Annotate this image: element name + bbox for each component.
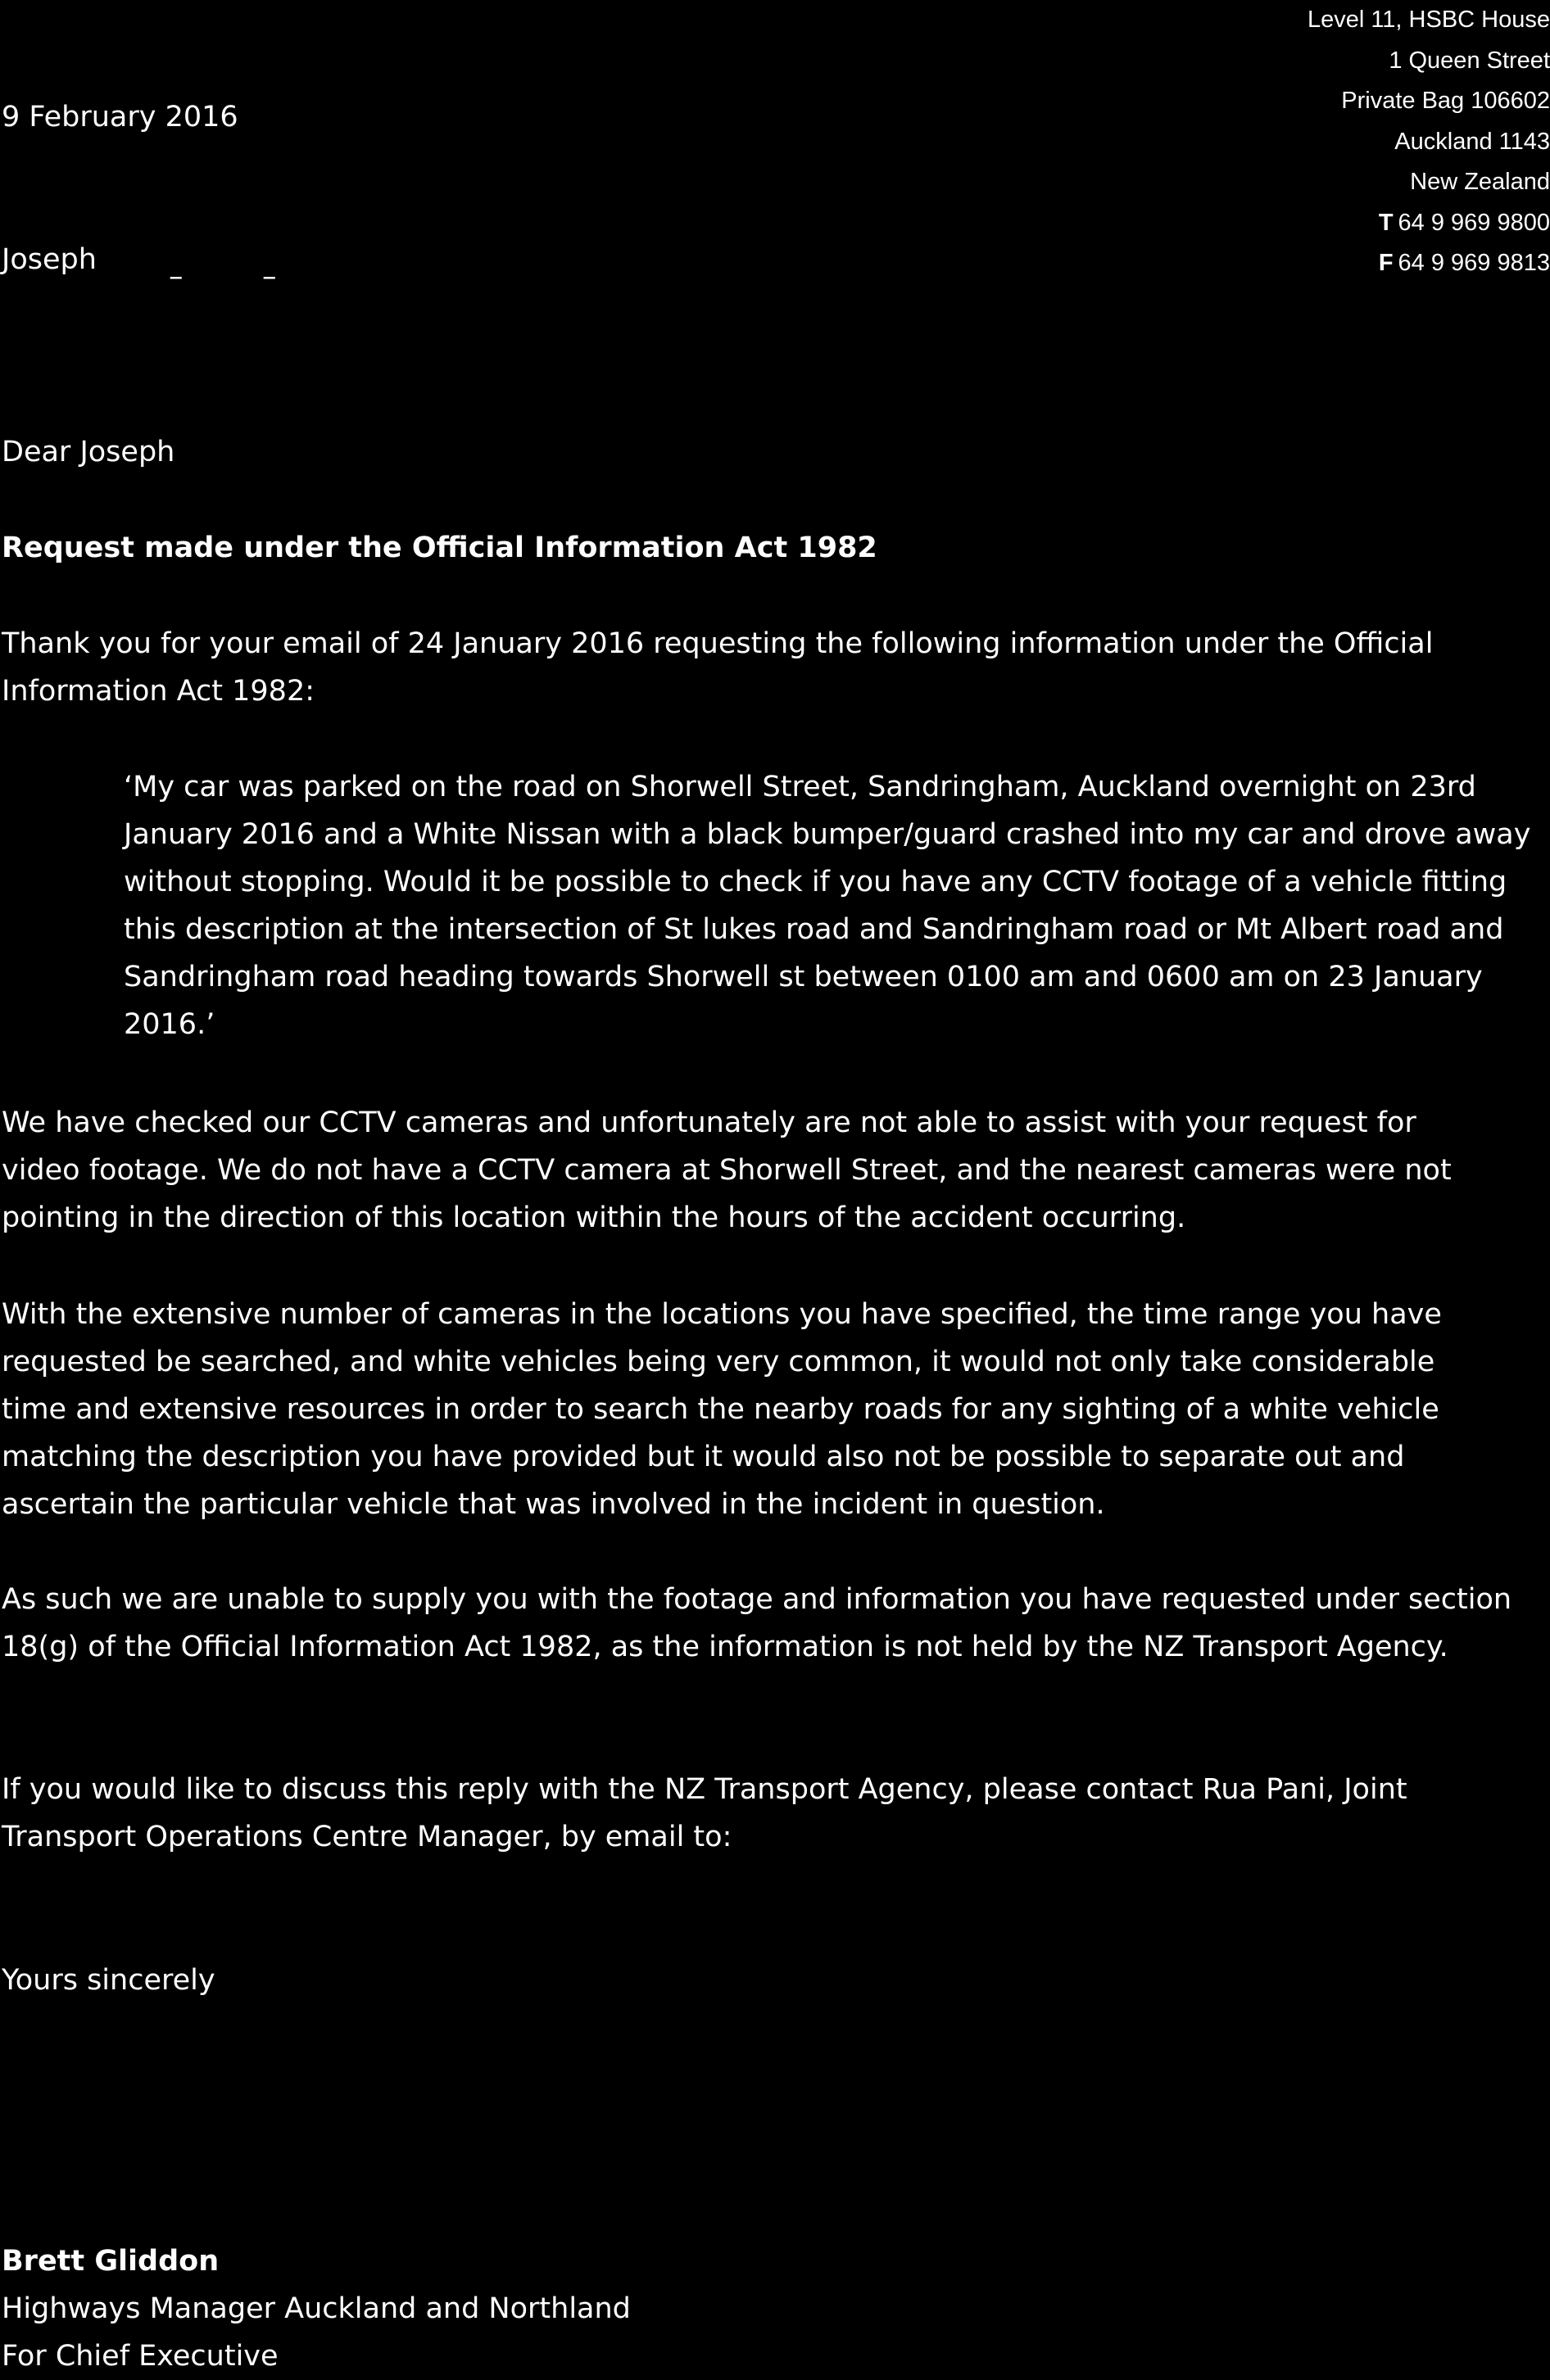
- fax-label: F: [1378, 250, 1394, 276]
- signatory-for: For Chief Executive: [2, 2340, 279, 2373]
- recipient-dash: –: [169, 260, 184, 293]
- signatory-name: Brett Gliddon: [2, 2245, 220, 2278]
- phone-label: T: [1378, 209, 1394, 236]
- recipient-dash: –: [262, 260, 277, 293]
- fax-line: [977, 243, 1550, 284]
- phone-number: 64 9 969 9800: [1398, 209, 1550, 236]
- unable-paragraph: As such we are unable to supply you with the footage and information you have requested under section 18(g) of the Official Information Act 1982, as the information is not held by the NZ Transport Agency.: [2, 1583, 1512, 1663]
- phone-line: [977, 203, 1550, 244]
- address-line: New Zealand: [1410, 169, 1550, 195]
- subject-heading: Request made under the Official Information Act 1982: [2, 532, 877, 564]
- address-line: Private Bag 106602: [1341, 88, 1550, 114]
- letter-date: 9 February 2016: [2, 101, 238, 133]
- extensive-paragraph: With the extensive number of cameras in the locations you have specified, the time range you have requested be searched, and white vehicles being very common, it would not only take considerable time and extensive resources in order to search the nearby roads for any sighting of a white vehicle matching the description you have provided but it would also not be possible to separate out and ascertain the particular vehicle that was involved in the incident in question.: [2, 1298, 1442, 1521]
- contact-paragraph: If you would like to discuss this reply with the NZ Transport Agency, please contact Rua Pani, Joint Transport Operations Centre Manager, by email to:: [2, 1773, 1407, 1853]
- address-line: Auckland 1143: [1394, 128, 1550, 155]
- cctv-paragraph: We have checked our CCTV cameras and unfortunately are not able to assist with your request for video footage. We do not have a CCTV camera at Shorwell Street, and the nearest cameras were not pointing in the direction of this location within the hours of the accident occurring.: [2, 1106, 1452, 1234]
- intro-paragraph: Thank you for your email of 24 January 2016 requesting the following information under the Official Information Act 1982:: [2, 627, 1434, 708]
- address-line: Level 11, HSBC House: [1307, 7, 1550, 33]
- closing: Yours sincerely: [2, 1964, 215, 1997]
- sender-address: [977, 0, 1550, 284]
- address-line: 1 Queen Street: [1389, 47, 1550, 74]
- recipient-name: Joseph: [2, 243, 97, 276]
- fax-number: 64 9 969 9813: [1398, 250, 1550, 276]
- request-quote: ‘My car was parked on the road on Shorwell Street, Sandringham, Auckland overnight on 23rd January 2016 and a White Nissan with a black bumper/guard crashed into my car and drove away without stopping. Would it be possible to check if you have any CCTV footage of a vehicle fitting this description at the intersection of St lukes road and Sandringham road or Mt Albert road and Sandringham road heading towards Shorwell st between 0100 am and 0600 am on 23 January 2016.’: [124, 771, 1531, 1041]
- salutation: Dear Joseph: [2, 436, 175, 468]
- signatory-title: Highways Manager Auckland and Northland: [2, 2292, 631, 2325]
